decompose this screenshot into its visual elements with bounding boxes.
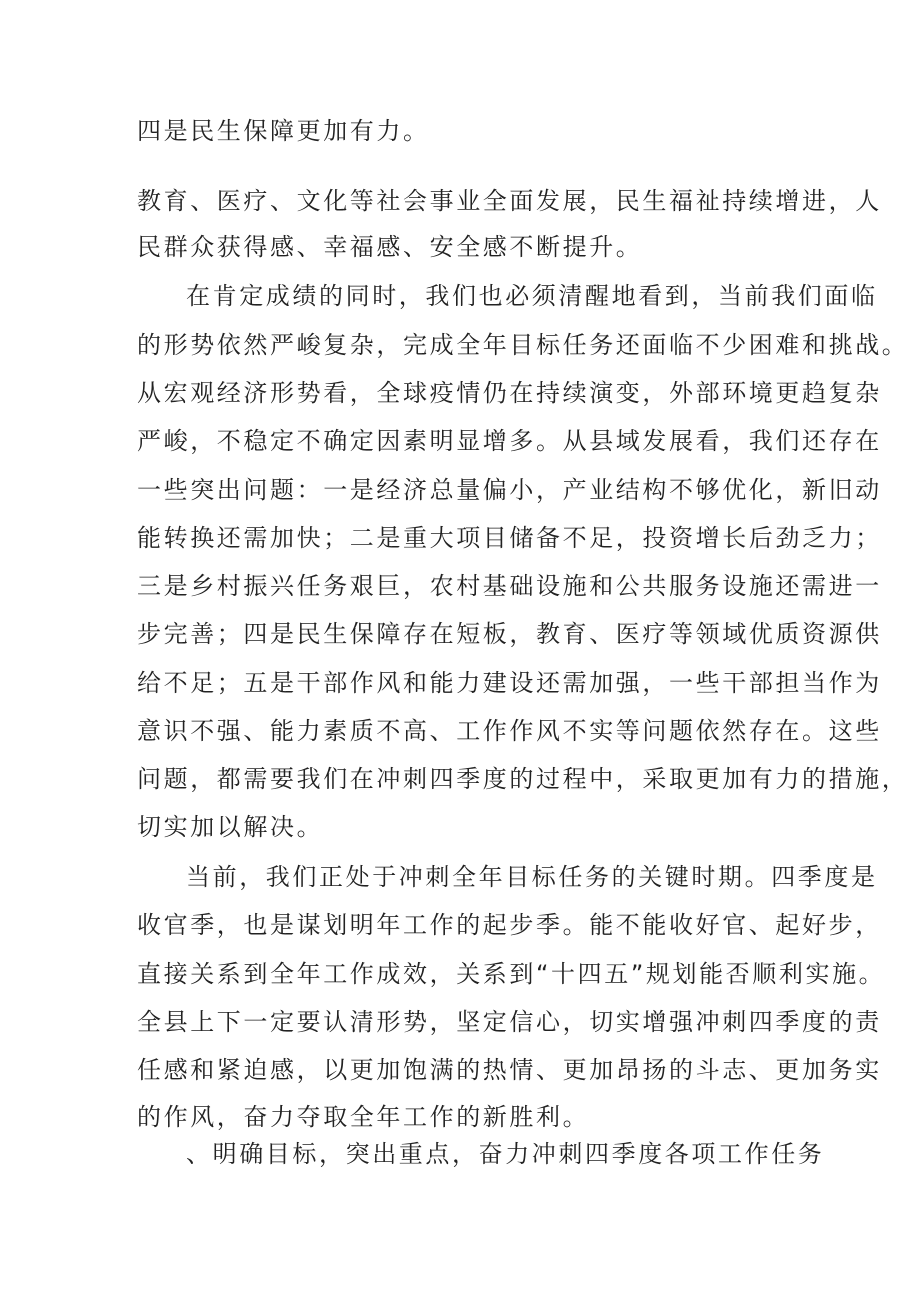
text-line: 当前，我们正处于冲刺全年目标任务的关键时期。四季度是 <box>186 863 878 891</box>
text-line: 民群众获得感、幸福感、安全感不断提升。 <box>137 233 643 261</box>
text-line: 严峻，不稳定不确定因素明显增多。从县域发展看，我们还存在 <box>137 427 882 455</box>
text-line: 收官季，也是谋划明年工作的起步季。能不能收好官、起好步， <box>137 911 882 939</box>
text-line: 在肯定成绩的同时，我们也必须清醒地看到，当前我们面临 <box>186 282 878 310</box>
text-line: 任感和紧迫感，以更加饱满的热情、更加昂扬的斗志、更加务实 <box>137 1056 882 1084</box>
text-line: 四是民生保障更加有力。 <box>137 117 430 145</box>
text-line: 问题，都需要我们在冲刺四季度的过程中，采取更加有力的措施， <box>137 765 909 793</box>
text-line: 直接关系到全年工作成效，关系到“十四五”规划能否顺利实施。 <box>137 960 886 988</box>
text-line: 切实加以解决。 <box>137 813 324 841</box>
section-heading: 、明确目标，突出重点，奋力冲刺四季度各项工作任务 <box>186 1140 825 1168</box>
text-line: 意识不强、能力素质不高、工作作风不实等问题依然存在。这些 <box>137 717 882 745</box>
text-line: 三是乡村振兴任务艰巨，农村基础设施和公共服务设施还需进一 <box>137 572 882 600</box>
text-line: 的形势依然严峻复杂，完成全年目标任务还面临不少困难和挑战。 <box>137 331 909 359</box>
text-line: 一些突出问题：一是经济总量偏小，产业结构不够优化，新旧动 <box>137 476 882 504</box>
text-line: 能转换还需加快；二是重大项目储备不足，投资增长后劲乏力； <box>137 524 882 552</box>
text-line: 步完善；四是民生保障存在短板，教育、医疗等领域优质资源供 <box>137 620 882 648</box>
text-line: 从宏观经济形势看，全球疫情仍在持续演变，外部环境更趋复杂 <box>137 379 882 407</box>
text-line: 全县上下一定要认清形势，坚定信心，切实增强冲刺四季度的责 <box>137 1008 882 1036</box>
text-line: 给不足；五是干部作风和能力建设还需加强，一些干部担当作为 <box>137 669 882 697</box>
text-line: 的作风，奋力夺取全年工作的新胜利。 <box>137 1103 590 1131</box>
text-line: 教育、医疗、文化等社会事业全面发展，民生福祉持续增进，人 <box>137 187 882 215</box>
